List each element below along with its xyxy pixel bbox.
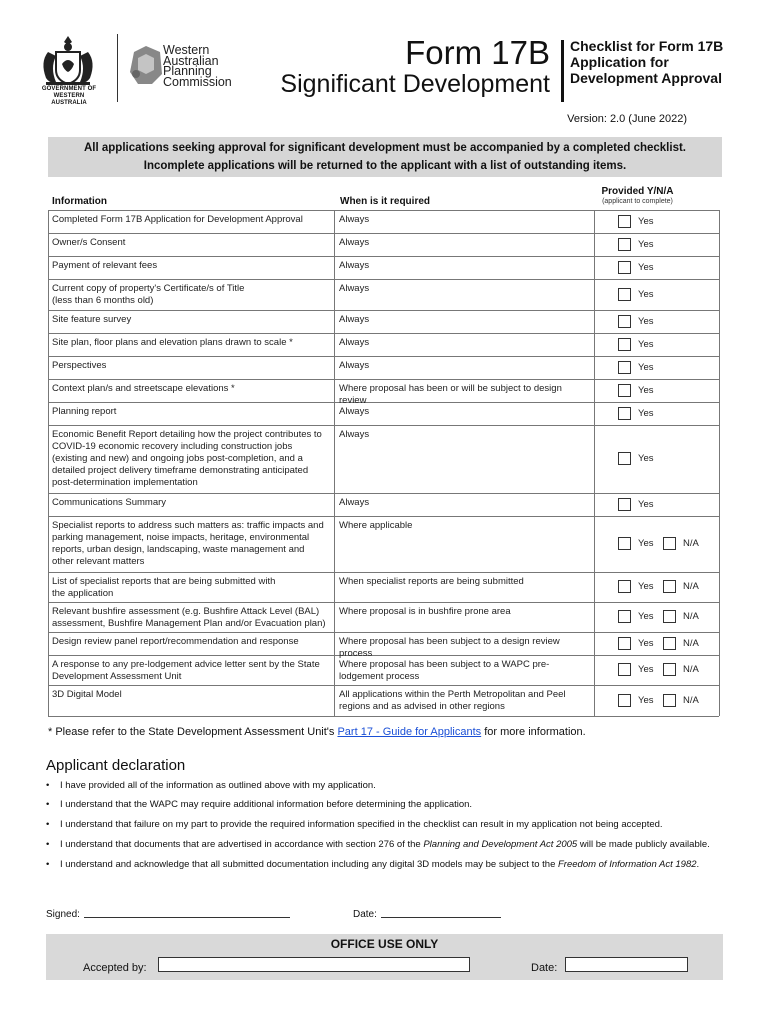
table-divider	[48, 233, 719, 234]
na-label: N/A	[683, 638, 699, 649]
declaration-act-name: Freedom of Information Act 1982	[558, 859, 697, 870]
declaration-text: I understand that the WAPC may require additional information before determining the application.	[60, 799, 473, 810]
bullet-icon: •	[46, 859, 50, 870]
row-information: List of specialist reports that are being submitted with the application	[52, 576, 276, 599]
table-column-divider	[48, 516, 49, 572]
row-information: Economic Benefit Report detailing how the project contributes to COVID-19 economic recovery including construction jobs (existing and new) and ongoing jobs post-completion, and a detailed project delivery timeframe demonstrating anticipated post-determination implementation	[52, 429, 325, 488]
notice-banner	[48, 137, 722, 177]
row-information: Site feature survey	[52, 314, 132, 325]
table-column-divider	[719, 310, 720, 333]
wapc-line: Australian	[163, 53, 219, 68]
table-divider	[48, 379, 719, 380]
row-when-required: Where applicable	[339, 520, 413, 531]
table-column-divider	[48, 356, 49, 379]
table-column-divider	[334, 602, 335, 632]
bullet-icon: •	[46, 819, 50, 830]
yes-label: Yes	[638, 262, 654, 273]
table-column-divider	[334, 279, 335, 310]
row-when-required: Always	[339, 237, 370, 248]
table-divider	[48, 210, 719, 211]
wapc-line: Planning	[163, 64, 212, 78]
na-checkbox[interactable]	[663, 610, 676, 623]
row-when-required: Where proposal has been or will be subject to design review	[339, 383, 562, 406]
row-when-required: Always	[339, 314, 370, 325]
table-column-divider	[719, 402, 720, 425]
title-divider	[561, 40, 564, 102]
na-label: N/A	[683, 538, 699, 549]
declaration-text-end: will be made publicly available.	[577, 839, 710, 850]
declaration-item	[46, 819, 663, 830]
na-checkbox[interactable]	[663, 637, 676, 650]
table-column-divider	[334, 493, 335, 516]
table-column-divider	[719, 233, 720, 256]
table-column-divider	[334, 572, 335, 602]
office-date-label: Date:	[531, 962, 558, 974]
wapc-line: Commission	[163, 74, 232, 89]
row-information: Owner/s Consent	[52, 237, 126, 248]
table-column-divider	[719, 685, 720, 716]
row-information: Design review panel report/recommendation and response	[52, 636, 299, 647]
col-header-provided-note: (applicant to complete)	[602, 198, 673, 205]
yes-checkbox[interactable]	[618, 610, 631, 623]
table-column-divider	[334, 516, 335, 572]
table-divider	[48, 516, 719, 517]
table-column-divider	[334, 233, 335, 256]
yes-label: Yes	[638, 339, 654, 350]
row-information: Site plan, floor plans and elevation plans drawn to scale *	[52, 337, 293, 348]
signed-label: Signed:	[46, 909, 80, 920]
guide-reference-prefix: * Please refer to the State Development Assessment Unit's	[48, 726, 338, 738]
row-information: Context plan/s and streetscape elevations *	[52, 383, 235, 394]
bullet-icon: •	[46, 780, 50, 791]
table-column-divider	[48, 655, 49, 685]
table-column-divider	[719, 655, 720, 685]
table-divider	[48, 356, 719, 357]
col-header-when: When is it required	[340, 196, 431, 207]
table-column-divider	[48, 233, 49, 256]
table-column-divider	[48, 572, 49, 602]
form-title: Form 17B	[405, 34, 550, 71]
table-column-divider	[594, 402, 595, 425]
accepted-by-label: Accepted by:	[83, 962, 147, 974]
table-divider	[48, 685, 719, 686]
signature-date-field[interactable]	[381, 917, 501, 918]
yes-label: Yes	[638, 408, 654, 419]
declaration-act-name: Planning and Development Act 2005	[423, 839, 578, 850]
table-column-divider	[594, 333, 595, 356]
checklist-title: Checklist for Form 17B Application for Development Approval	[570, 38, 724, 86]
table-column-divider	[594, 685, 595, 716]
row-information: Completed Form 17B Application for Development Approval	[52, 214, 303, 225]
row-when-required: Always	[339, 283, 370, 294]
yes-label: Yes	[638, 611, 654, 622]
table-column-divider	[334, 379, 335, 402]
table-column-divider	[48, 632, 49, 655]
table-column-divider	[719, 425, 720, 493]
table-column-divider	[719, 602, 720, 632]
table-column-divider	[334, 685, 335, 716]
table-column-divider	[719, 356, 720, 379]
signature-field[interactable]	[84, 917, 290, 918]
declaration-text-end: .	[696, 859, 700, 870]
yes-label: Yes	[638, 216, 654, 227]
na-checkbox[interactable]	[663, 580, 676, 593]
table-column-divider	[48, 310, 49, 333]
row-when-required: When specialist reports are being submitted	[339, 576, 524, 587]
office-use-title: OFFICE USE ONLY	[330, 937, 439, 951]
declaration-item	[46, 859, 699, 870]
yes-checkbox[interactable]	[618, 637, 631, 650]
table-column-divider	[719, 333, 720, 356]
table-column-divider	[594, 233, 595, 256]
declaration-text: I understand that documents that are advertised in accordance with section 276 of the	[60, 839, 424, 850]
row-when-required: Always	[339, 337, 370, 348]
yes-checkbox[interactable]	[618, 537, 631, 550]
bullet-icon: •	[46, 839, 50, 850]
row-when-required: Always	[339, 360, 370, 371]
declaration-text: I have provided all of the information as outlined above with my application.	[60, 780, 376, 791]
table-column-divider	[594, 493, 595, 516]
yes-label: Yes	[638, 289, 654, 300]
table-column-divider	[334, 256, 335, 279]
table-column-divider	[719, 379, 720, 402]
yes-checkbox[interactable]	[618, 498, 631, 511]
na-label: N/A	[683, 611, 699, 622]
yes-checkbox[interactable]	[618, 288, 631, 301]
form-subtitle: Significant Development	[280, 70, 550, 98]
wapc-name	[163, 45, 232, 87]
yes-label: Yes	[638, 239, 654, 250]
row-when-required: Always	[339, 497, 370, 508]
table-divider	[48, 425, 719, 426]
table-column-divider	[48, 256, 49, 279]
yes-checkbox[interactable]	[618, 580, 631, 593]
table-column-divider	[594, 279, 595, 310]
table-column-divider	[48, 602, 49, 632]
table-divider	[48, 632, 719, 633]
table-column-divider	[334, 632, 335, 655]
na-checkbox[interactable]	[663, 663, 676, 676]
declaration-item	[46, 839, 710, 850]
row-information: 3D Digital Model	[52, 689, 122, 700]
table-divider	[48, 572, 719, 573]
na-checkbox[interactable]	[663, 694, 676, 707]
table-column-divider	[48, 425, 49, 493]
table-column-divider	[334, 210, 335, 233]
row-when-required: Where proposal has been subject to a WAPC pre-lodgement process	[339, 659, 550, 682]
table-column-divider	[719, 572, 720, 602]
table-column-divider	[594, 425, 595, 493]
row-when-required: Always	[339, 214, 370, 225]
accepted-by-input[interactable]	[158, 957, 470, 972]
version-label: Version: 2.0 (June 2022)	[567, 113, 687, 125]
table-column-divider	[48, 402, 49, 425]
table-column-divider	[594, 655, 595, 685]
yes-label: Yes	[638, 499, 654, 510]
table-divider	[48, 333, 719, 334]
row-information: A response to any pre-lodgement advice letter sent by the State Development Assessment Unit	[52, 659, 323, 682]
table-divider	[48, 310, 719, 311]
yes-label: Yes	[638, 362, 654, 373]
table-column-divider	[594, 572, 595, 602]
row-information: Current copy of property's Certificate/s of Title (less than 6 months old)	[52, 283, 245, 306]
row-information: Perspectives	[52, 360, 107, 371]
yes-checkbox[interactable]	[618, 315, 631, 328]
table-column-divider	[594, 632, 595, 655]
table-divider	[48, 716, 719, 717]
row-information: Relevant bushfire assessment (e.g. Bushfire Attack Level (BAL) assessment, Bushfire Management Plan and/or Evacuation plan)	[52, 606, 326, 629]
declaration-item	[46, 799, 472, 810]
table-column-divider	[594, 310, 595, 333]
yes-checkbox[interactable]	[618, 663, 631, 676]
yes-label: Yes	[638, 695, 654, 706]
table-column-divider	[334, 425, 335, 493]
declaration-item	[46, 780, 376, 791]
row-when-required: Where proposal is in bushfire prone area	[339, 606, 511, 617]
table-column-divider	[334, 333, 335, 356]
header-divider	[117, 34, 118, 102]
yes-checkbox[interactable]	[618, 452, 631, 465]
table-column-divider	[719, 256, 720, 279]
notice-line: Incomplete applications will be returned to the applicant with a list of outstanding items.	[143, 160, 627, 172]
table-column-divider	[48, 493, 49, 516]
table-column-divider	[48, 210, 49, 233]
table-column-divider	[48, 333, 49, 356]
signature-date-label: Date:	[353, 909, 377, 920]
guide-link[interactable]: Part 17 - Guide for Applicants	[337, 726, 482, 738]
table-column-divider	[594, 256, 595, 279]
row-when-required: Always	[339, 429, 370, 440]
row-information: Planning report	[52, 406, 117, 417]
row-information: Communications Summary	[52, 497, 167, 508]
table-divider	[48, 602, 719, 603]
bullet-icon: •	[46, 799, 50, 810]
table-column-divider	[719, 493, 720, 516]
notice-line: All applications seeking approval for significant development must be accompanied by a completed checklist.	[84, 142, 686, 154]
col-header-information: Information	[52, 196, 107, 207]
declaration-title: Applicant declaration	[46, 757, 186, 774]
table-column-divider	[594, 379, 595, 402]
table-column-divider	[334, 655, 335, 685]
table-column-divider	[719, 516, 720, 572]
table-column-divider	[594, 356, 595, 379]
yes-label: Yes	[638, 664, 654, 675]
col-header-provided: Provided Y/N/A	[601, 186, 674, 197]
table-column-divider	[594, 602, 595, 632]
government-label: GOVERNMENT OF WESTERN AUSTRALIA	[41, 86, 97, 106]
row-when-required: Always	[339, 406, 370, 417]
table-column-divider	[594, 516, 595, 572]
row-information: Payment of relevant fees	[52, 260, 158, 271]
yes-label: Yes	[638, 453, 654, 464]
table-divider	[48, 279, 719, 280]
table-column-divider	[48, 379, 49, 402]
row-when-required: All applications within the Perth Metropolitan and Peel regions and as advised in other regions	[339, 689, 566, 712]
declaration-text: I understand that failure on my part to provide the required information specified in the checklist can result in my application not being accepted.	[60, 819, 663, 830]
yes-label: Yes	[638, 538, 654, 549]
guide-reference	[48, 726, 586, 738]
table-divider	[48, 256, 719, 257]
yes-checkbox[interactable]	[618, 261, 631, 274]
na-label: N/A	[683, 664, 699, 675]
yes-checkbox[interactable]	[618, 361, 631, 374]
na-label: N/A	[683, 695, 699, 706]
row-when-required: Where proposal has been subject to a design review process	[339, 636, 560, 659]
yes-checkbox[interactable]	[618, 338, 631, 351]
table-column-divider	[48, 685, 49, 716]
table-column-divider	[719, 210, 720, 233]
office-date-input[interactable]	[565, 957, 688, 972]
table-column-divider	[334, 356, 335, 379]
yes-label: Yes	[638, 316, 654, 327]
table-divider	[48, 493, 719, 494]
row-information: Specialist reports to address such matters as: traffic impacts and parking management, noise impacts, heritage, environmental reports, urban design, landscaping, waste management and other relevant matters	[52, 520, 327, 567]
declaration-text: I understand and acknowledge that all submitted documentation including any digital 3D models may be subject to the	[60, 859, 558, 870]
table-column-divider	[48, 279, 49, 310]
table-column-divider	[594, 210, 595, 233]
yes-checkbox[interactable]	[618, 238, 631, 251]
table-column-divider	[334, 310, 335, 333]
yes-checkbox[interactable]	[618, 407, 631, 420]
row-when-required: Always	[339, 260, 370, 271]
yes-label: Yes	[638, 581, 654, 592]
yes-checkbox[interactable]	[618, 694, 631, 707]
na-label: N/A	[683, 581, 699, 592]
table-column-divider	[334, 402, 335, 425]
wapc-line: Western	[163, 43, 210, 57]
wapc-map-logo	[128, 44, 164, 88]
yes-label: Yes	[638, 385, 654, 396]
table-column-divider	[719, 632, 720, 655]
na-checkbox[interactable]	[663, 537, 676, 550]
table-column-divider	[719, 279, 720, 310]
guide-reference-suffix: for more information.	[481, 726, 586, 738]
yes-label: Yes	[638, 638, 654, 649]
yes-checkbox[interactable]	[618, 215, 631, 228]
yes-checkbox[interactable]	[618, 384, 631, 397]
